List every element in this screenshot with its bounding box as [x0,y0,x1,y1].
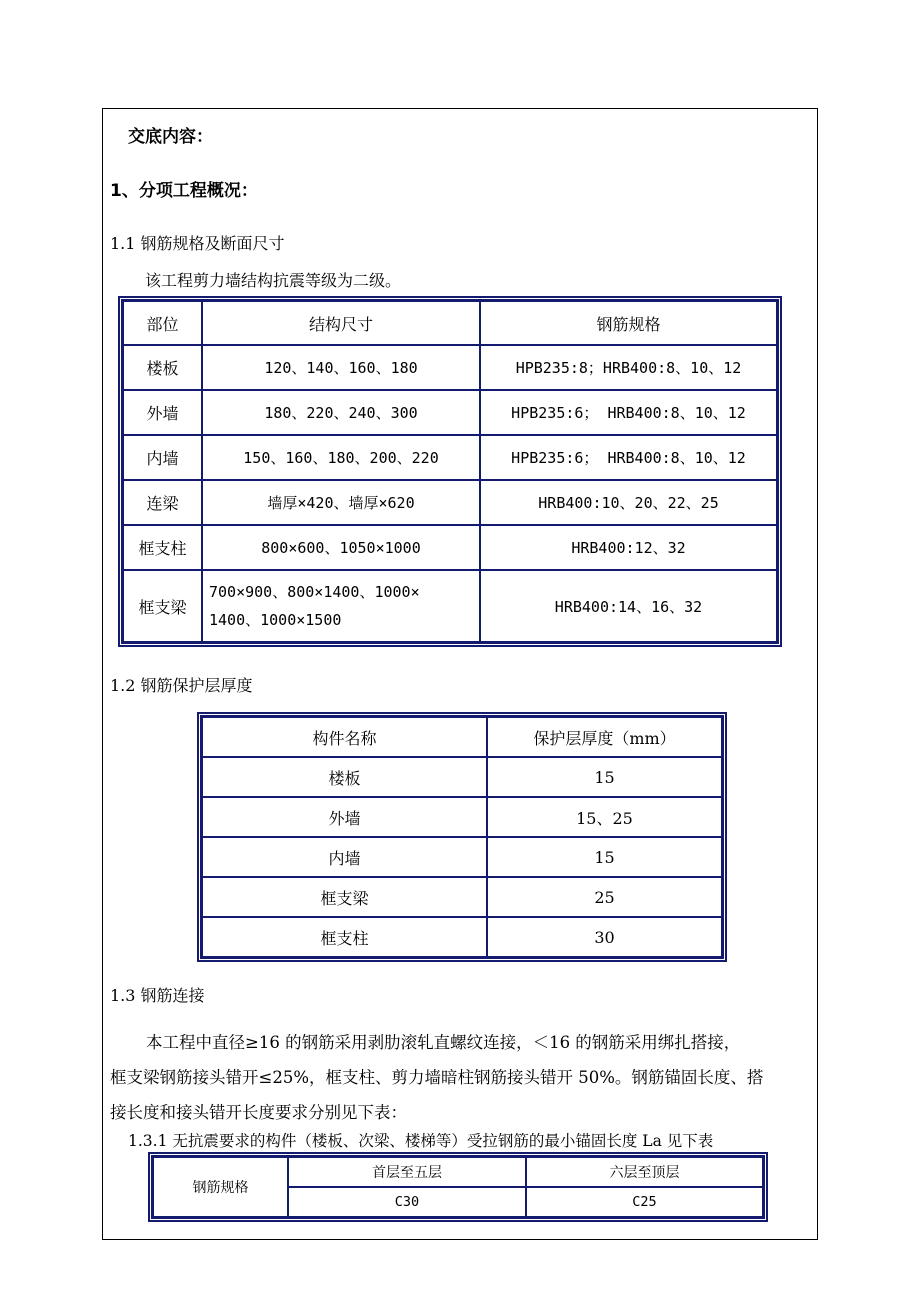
cell-part: 内墙 [123,435,202,480]
paragraph-line-3: 接长度和接头错开长度要求分别见下表： [110,1103,407,1122]
cell-spec: HRB400:14、16、32 [480,570,777,642]
rebar-spec-table [118,296,782,647]
cell-name: 内墙 [202,837,487,877]
table-row [123,525,777,570]
cell-value: 25 [487,877,722,917]
header-size: 结构尺寸 [202,301,480,345]
concrete-grade-c25: C25 [526,1187,763,1217]
cell-part: 连梁 [123,480,202,525]
table-row [123,480,777,525]
cell-part: 框支梁 [123,570,202,642]
header-member-name: 构件名称 [202,717,487,757]
table-row [202,757,722,797]
table-row [123,570,777,642]
cell-name: 楼板 [202,757,487,797]
cell-size: 800×600、1050×1000 [202,525,480,570]
table-header-row [123,301,777,345]
table-row [123,345,777,390]
header-rebar-spec: 钢筋规格 [153,1157,288,1217]
cell-name: 框支柱 [202,917,487,957]
heading: 交底内容： [128,127,213,147]
cell-spec: HRB400:12、32 [480,525,777,570]
cell-spec: HPB235:6； HRB400:8、10、12 [480,435,777,480]
header-floors-1-5: 首层至五层 [288,1157,526,1187]
section-1-3-1-title: 1.3.1 无抗震要求的构件（楼板、次梁、楼梯等）受拉钢筋的最小锚固长度 La 见下表 [128,1132,714,1150]
table-row [123,435,777,480]
cell-size-line-1: 700×900、800×1400、1000× [209,583,420,601]
cell-spec: HPB235:8；HRB400:8、10、12 [480,345,777,390]
table-row [202,837,722,877]
cell-value: 15 [487,757,722,797]
cell-size: 墙厚×420、墙厚×620 [202,480,480,525]
cell-value: 15、25 [487,797,722,837]
cell-size: 180、220、240、300 [202,390,480,435]
cell-size: 150、160、180、200、220 [202,435,480,480]
cell-value: 30 [487,917,722,957]
table-row [202,877,722,917]
section-1-2-title: 1.2 钢筋保护层厚度 [110,676,253,695]
cell-size [202,570,480,642]
paragraph-line-2: 框支梁钢筋接头错开≤25%，框支柱、剪力墙暗柱钢筋接头错开 50%。钢筋锚固长度、搭 [110,1068,764,1087]
cell-name: 外墙 [202,797,487,837]
paragraph-line-1: 本工程中直径≥16 的钢筋采用剥肋滚轧直螺纹连接，＜16 的钢筋采用绑扎搭接， [146,1033,741,1052]
cell-size-line-2: 1400、1000×1500 [209,611,342,629]
anchorage-length-table [148,1152,768,1222]
cell-spec: HRB400:10、20、22、25 [480,480,777,525]
table-row [202,797,722,837]
table-row [123,390,777,435]
cover-thickness-table [197,712,727,962]
header-spec: 钢筋规格 [480,301,777,345]
cell-value: 15 [487,837,722,877]
cell-size: 120、140、160、180 [202,345,480,390]
table-header-row [202,717,722,757]
seismic-grade-note: 该工程剪力墙结构抗震等级为二级。 [145,271,402,290]
cell-spec: HPB235:6； HRB400:8、10、12 [480,390,777,435]
table-row [202,917,722,957]
header-cover-thickness: 保护层厚度（mm） [487,717,722,757]
header-part: 部位 [123,301,202,345]
section-1-title: 1、分项工程概况： [110,181,258,201]
section-1-1-title: 1.1 钢筋规格及断面尺寸 [110,234,285,253]
cell-part: 框支柱 [123,525,202,570]
section-1-3-title: 1.3 钢筋连接 [110,986,205,1005]
cell-part: 楼板 [123,345,202,390]
header-floors-6-top: 六层至顶层 [526,1157,763,1187]
table-header-row [153,1157,763,1187]
cell-part: 外墙 [123,390,202,435]
concrete-grade-c30: C30 [288,1187,526,1217]
cell-name: 框支梁 [202,877,487,917]
